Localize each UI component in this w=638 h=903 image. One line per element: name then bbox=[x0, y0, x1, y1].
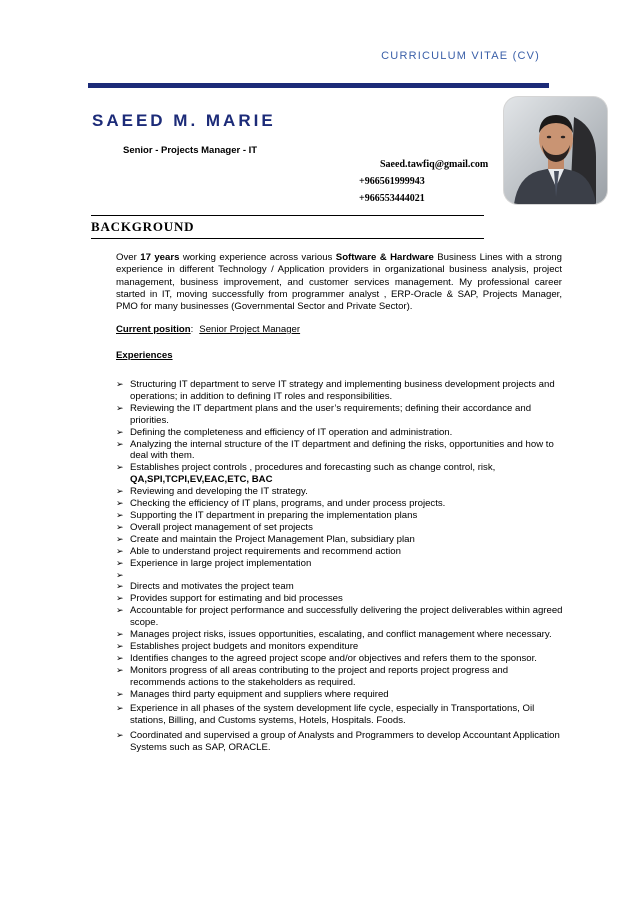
experience-item bbox=[116, 510, 566, 522]
current-position-value: Senior Project Manager bbox=[199, 324, 301, 335]
arrow-bullet-icon: ➢ bbox=[116, 379, 124, 389]
experience-text: Analyzing the internal structure of the IT department and defining the risks, opportunities and how to deal with them. bbox=[130, 438, 554, 462]
experience-text: Supporting the IT department in preparing the implementation plans bbox=[130, 509, 418, 521]
phone-number-2: +966553444021 bbox=[359, 193, 425, 204]
arrow-bullet-icon: ➢ bbox=[116, 509, 124, 520]
experience-item bbox=[116, 703, 566, 727]
experience-item bbox=[116, 462, 566, 486]
experience-text: Structuring IT department to serve IT strategy and implementing business development projects and operations; in addition to defining IT roles and responsibilities. bbox=[130, 379, 555, 402]
summary-bold-lines: Software & Hardware bbox=[335, 252, 434, 263]
arrow-bullet-icon: ➢ bbox=[116, 521, 124, 532]
experience-item bbox=[116, 379, 566, 403]
phone-number-1: +966561999943 bbox=[359, 176, 425, 187]
section-bottom-rule bbox=[91, 238, 484, 239]
experience-text: Create and maintain the Project Management Plan, subsidiary plan bbox=[130, 533, 415, 545]
header-divider-bar bbox=[88, 83, 549, 88]
experience-text: Checking the efficiency of IT plans, programs, and under process projects. bbox=[130, 498, 446, 510]
arrow-bullet-icon: ➢ bbox=[116, 652, 124, 663]
experience-text: Experience in all phases of the system development life cycle, especially in Transportations, Oil stations, Billing, and Customs systems, Hotels, Hospitals. Foods. bbox=[130, 703, 535, 727]
experiences-title: Experiences bbox=[116, 350, 173, 361]
experience-text: Able to understand project requirements and recommend action bbox=[130, 545, 401, 557]
experience-item bbox=[116, 498, 566, 510]
experience-text: Identifies changes to the agreed project scope and/or objectives and refers them to the sponsor. bbox=[130, 652, 537, 664]
candidate-name: SAEED M. MARIE bbox=[92, 111, 276, 130]
summary-text-1: Over bbox=[116, 252, 141, 263]
arrow-bullet-icon: ➢ bbox=[116, 605, 124, 616]
profile-photo bbox=[504, 97, 607, 204]
arrow-bullet-icon: ➢ bbox=[116, 629, 124, 640]
summary-text-3: Business Lines with a strong experience in different Technology / Application providers in organizational business analysis, project management, business improvement, and customer services management. My professional career started in IT, moving successfully from programmer analyst , ERP-Oracle & SAP, Projects Manager, PMO for many businesses (Governmental Sector and Private Sector). bbox=[116, 252, 562, 313]
arrow-bullet-icon: ➢ bbox=[116, 688, 124, 699]
arrow-bullet-icon: ➢ bbox=[116, 730, 124, 741]
experience-item bbox=[116, 730, 566, 754]
experience-item bbox=[116, 689, 566, 701]
experience-item bbox=[116, 641, 566, 653]
experience-item bbox=[116, 427, 566, 439]
experience-text: Provides support for estimating and bid processes bbox=[130, 593, 343, 605]
arrow-bullet-icon: ➢ bbox=[116, 498, 124, 509]
portrait-image bbox=[504, 97, 607, 204]
document-header-label: CURRICULUM VITAE (CV) bbox=[381, 50, 540, 62]
experience-item bbox=[116, 558, 566, 570]
arrow-bullet-icon: ➢ bbox=[116, 557, 124, 568]
experience-text bbox=[130, 570, 133, 581]
experience-item bbox=[116, 581, 566, 593]
experience-item bbox=[116, 439, 566, 463]
experience-item bbox=[116, 403, 566, 427]
arrow-bullet-icon: ➢ bbox=[116, 545, 124, 556]
arrow-bullet-icon: ➢ bbox=[116, 533, 124, 544]
experience-item bbox=[116, 534, 566, 546]
arrow-bullet-icon: ➢ bbox=[116, 402, 124, 413]
arrow-bullet-icon: ➢ bbox=[116, 640, 124, 651]
arrow-bullet-icon: ➢ bbox=[116, 426, 124, 437]
arrow-bullet-icon: ➢ bbox=[116, 593, 124, 604]
arrow-bullet-icon: ➢ bbox=[116, 438, 124, 449]
background-summary bbox=[116, 252, 562, 313]
arrow-bullet-icon: ➢ bbox=[116, 664, 124, 675]
experience-text: Reviewing the IT department plans and the user’s requirements; defining their accordance and priorities. bbox=[130, 402, 532, 426]
experience-text: Directs and motivates the project team bbox=[130, 581, 294, 593]
experience-bold-text: QA,SPI,TCPI,EV,EAC,ETC, BAC bbox=[130, 474, 273, 486]
arrow-bullet-icon: ➢ bbox=[116, 486, 124, 497]
experience-text: Accountable for project performance and successfully delivering the project deliverables within agreed scope. bbox=[130, 605, 563, 629]
arrow-bullet-icon: ➢ bbox=[116, 703, 124, 714]
experience-text: Defining the completeness and efficiency of IT operation and administration. bbox=[130, 426, 453, 438]
experience-text: Reviewing and developing the IT strategy. bbox=[130, 486, 308, 498]
candidate-role: Senior - Projects Manager - IT bbox=[123, 145, 258, 156]
current-position-label: Current position bbox=[116, 324, 191, 335]
experience-item bbox=[116, 665, 566, 689]
experience-item bbox=[116, 486, 566, 498]
summary-text-2: working experience across various bbox=[179, 252, 336, 263]
experience-text: Manages project risks, issues opportunities, escalating, and conflict management where necessary. bbox=[130, 629, 552, 641]
experience-text: Establishes project controls , procedures and forecasting such as change control, risk, bbox=[130, 462, 496, 474]
summary-bold-years: 17 years bbox=[140, 252, 180, 263]
experience-text: Overall project management of set projects bbox=[130, 521, 313, 533]
email-address[interactable]: Saeed.tawfiq@gmail.com bbox=[380, 159, 489, 170]
experience-item bbox=[116, 653, 566, 665]
experience-text: Monitors progress of all areas contributing to the project and reports project progress and recommends actions to the stakeholders as required. bbox=[130, 664, 509, 688]
section-top-rule bbox=[91, 215, 484, 216]
current-position bbox=[116, 324, 300, 335]
arrow-bullet-icon: ➢ bbox=[116, 581, 124, 592]
experience-item bbox=[116, 522, 566, 534]
arrow-bullet-icon: ➢ bbox=[116, 569, 124, 580]
experience-item bbox=[116, 570, 566, 582]
experience-item bbox=[116, 593, 566, 605]
experience-text: Experience in large project implementation bbox=[130, 557, 312, 569]
experience-text: Manages third party equipment and suppliers where required bbox=[130, 688, 389, 700]
experience-text: Coordinated and supervised a group of Analysts and Programmers to develop Accountant Application Systems such as SAP, ORACLE. bbox=[130, 730, 560, 754]
experience-text: Establishes project budgets and monitors expenditure bbox=[130, 640, 359, 652]
experience-item bbox=[116, 629, 566, 641]
background-section-title: BACKGROUND bbox=[91, 219, 195, 234]
experience-item bbox=[116, 605, 566, 629]
arrow-bullet-icon: ➢ bbox=[116, 462, 124, 473]
current-position-colon: : bbox=[190, 324, 194, 335]
experience-item bbox=[116, 546, 566, 558]
experience-list bbox=[116, 379, 566, 754]
